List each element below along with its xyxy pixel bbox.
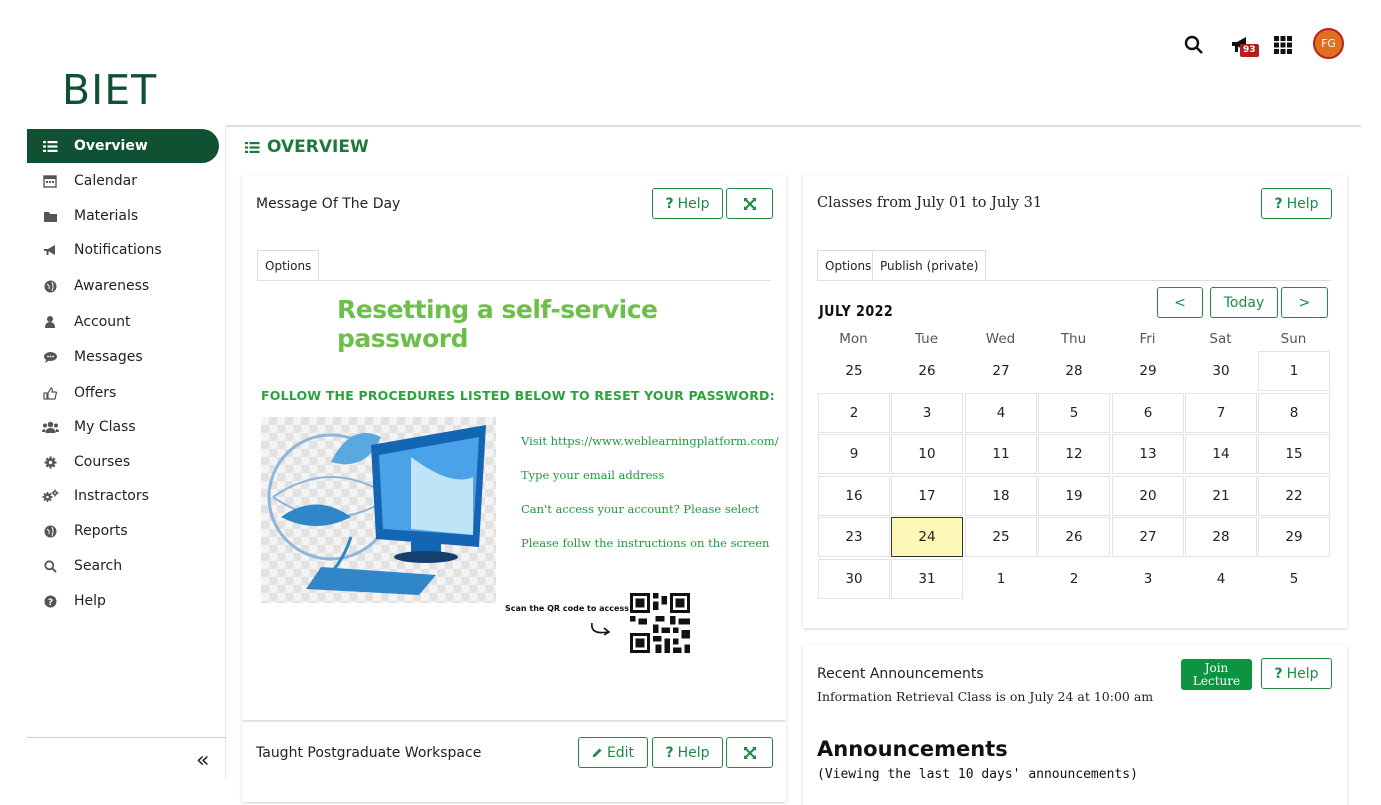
sidebar-item-notifications[interactable] <box>27 233 219 267</box>
curved-arrow-icon <box>588 621 612 637</box>
motd-expand-button[interactable] <box>726 188 773 219</box>
announcements-panel <box>803 645 1347 805</box>
announcements-title: Recent Announcements <box>817 666 984 682</box>
chat-icon <box>27 351 73 364</box>
edit-label: Edit <box>606 744 635 761</box>
page-title <box>245 137 369 157</box>
calendar-day[interactable]: 29 <box>1139 363 1157 379</box>
classes-panel <box>803 175 1347 628</box>
computer-illustration <box>261 417 496 603</box>
calendar-day[interactable]: 25 <box>845 363 863 379</box>
weekday-header: Mon <box>839 331 868 347</box>
workspace-help-button[interactable] <box>652 737 723 768</box>
calendar-day[interactable]: 19 <box>1038 476 1110 516</box>
announcements-subheading: (Viewing the last 10 days' announcements) <box>817 767 1138 782</box>
classes-help-button[interactable] <box>1261 188 1332 219</box>
sidebar-item-search[interactable] <box>27 549 219 583</box>
svg-text:?: ? <box>47 597 53 608</box>
sidebar-item-label: Search <box>74 558 123 574</box>
list-icon <box>27 140 73 153</box>
calendar-day[interactable]: 1 <box>1258 351 1330 391</box>
calendar-day[interactable]: 22 <box>1258 476 1330 516</box>
weekday-header: Thu <box>1060 331 1087 347</box>
sidebar-item-offers[interactable] <box>27 376 219 410</box>
question-icon: ? <box>1274 665 1283 682</box>
sidebar-item-reports[interactable] <box>27 514 219 548</box>
classes-title: Classes from July 01 to July 31 <box>817 195 1043 211</box>
calendar-day[interactable]: 9 <box>818 434 890 474</box>
motd-step: Visit https://www.weblearningplatform.com/ <box>521 434 779 448</box>
motd-step: Can't access your account? Please select <box>521 502 760 516</box>
search-button[interactable] <box>1179 30 1209 60</box>
avatar[interactable]: FG <box>1313 28 1344 59</box>
weekday-header: Wed <box>985 331 1016 347</box>
calendar-day[interactable]: 2 <box>1069 571 1079 587</box>
calendar-day[interactable]: 30 <box>818 559 890 599</box>
calendar-day[interactable]: 20 <box>1112 476 1184 516</box>
weekday-header: Sat <box>1209 331 1232 347</box>
calendar-prev-button[interactable]: < <box>1157 287 1203 318</box>
globe-icon <box>27 525 73 538</box>
calendar-day[interactable]: 27 <box>992 363 1010 379</box>
calendar-day[interactable]: 30 <box>1212 363 1230 379</box>
qr-label: Scan the QR code to access <box>505 604 629 613</box>
sidebar-item-courses[interactable] <box>27 445 219 479</box>
sidebar-item-my-class[interactable] <box>27 410 219 444</box>
tab-options[interactable]: Options <box>257 250 319 281</box>
workspace-expand-button[interactable] <box>726 737 773 768</box>
sidebar-item-label: Courses <box>74 454 131 470</box>
app-logo: BIET <box>62 66 158 114</box>
calendar-day[interactable]: 11 <box>965 434 1037 474</box>
pencil-icon <box>592 747 603 758</box>
sidebar-item-awareness[interactable] <box>27 269 219 303</box>
qr-code-icon <box>630 593 690 653</box>
motd-panel <box>242 175 786 720</box>
motd-help-button[interactable] <box>652 188 723 219</box>
sidebar-item-help[interactable] <box>27 584 219 618</box>
sidebar-item-label: Notifications <box>74 242 162 258</box>
calendar-day[interactable]: 10 <box>891 434 963 474</box>
calendar-day[interactable]: 3 <box>891 393 963 433</box>
help-label: Help <box>677 744 710 761</box>
sidebar-item-label: Help <box>74 593 106 609</box>
calendar-today-button[interactable]: Today <box>1210 287 1278 318</box>
calendar-day[interactable]: 31 <box>891 559 963 599</box>
help-label: Help <box>1286 195 1319 212</box>
search-icon <box>27 560 73 573</box>
weekday-header: Tue <box>914 331 939 347</box>
notifications-button[interactable] <box>1226 30 1256 60</box>
sidebar-item-instractors[interactable] <box>27 479 219 513</box>
calendar-day[interactable]: 8 <box>1258 393 1330 433</box>
sidebar-item-label: Calendar <box>74 173 137 189</box>
folder-icon <box>27 210 73 223</box>
gear-icon <box>27 456 73 469</box>
sidebar-item-label: Materials <box>74 208 139 224</box>
calendar-day[interactable]: 5 <box>1289 571 1299 587</box>
calendar-day-today[interactable]: 24 <box>891 517 963 557</box>
question-icon <box>27 595 73 608</box>
question-icon: ? <box>1274 195 1283 212</box>
calendar-month: JULY 2022 <box>819 302 894 320</box>
sidebar-item-materials[interactable] <box>27 199 219 233</box>
users-icon <box>27 421 73 434</box>
calendar-day[interactable]: 18 <box>965 476 1037 516</box>
notification-count-badge: 93 <box>1240 44 1259 57</box>
question-icon: ? <box>665 744 674 761</box>
announcements-heading: Announcements <box>817 737 1008 761</box>
user-icon <box>27 315 73 329</box>
expand-icon <box>743 746 757 760</box>
calendar-day[interactable]: 7 <box>1185 393 1257 433</box>
apps-button[interactable] <box>1268 30 1298 60</box>
calendar-day[interactable]: 2 <box>818 393 890 433</box>
calendar-day[interactable]: 23 <box>818 517 890 557</box>
calendar-day[interactable]: 28 <box>1185 517 1257 557</box>
calendar-next-button[interactable]: > <box>1281 287 1328 318</box>
calendar-day[interactable]: 13 <box>1112 434 1184 474</box>
gears-icon <box>27 489 73 503</box>
page-title-text: OVERVIEW <box>267 137 369 157</box>
sidebar-item-label: My Class <box>74 419 136 435</box>
weekday-header: Fri <box>1139 331 1156 347</box>
question-icon: ? <box>665 195 674 212</box>
tab-divider <box>817 280 1331 281</box>
calendar-day[interactable]: 26 <box>918 363 936 379</box>
calendar-day[interactable]: 26 <box>1038 517 1110 557</box>
calendar-day[interactable]: 16 <box>818 476 890 516</box>
sidebar-item-account[interactable] <box>27 305 219 339</box>
calendar-day[interactable]: 29 <box>1258 517 1330 557</box>
calendar-day[interactable]: 15 <box>1258 434 1330 474</box>
tab-options[interactable]: Options <box>817 250 879 281</box>
workspace-edit-button[interactable] <box>578 737 648 768</box>
calendar-day[interactable]: 1 <box>996 571 1006 587</box>
tab-divider <box>257 280 771 281</box>
calendar-day[interactable]: 4 <box>965 393 1037 433</box>
megaphone-icon <box>27 244 73 257</box>
expand-icon <box>743 197 757 211</box>
calendar-day[interactable]: 17 <box>891 476 963 516</box>
sidebar-item-label: Reports <box>74 523 128 539</box>
sidebar-item-label: Overview <box>74 138 148 154</box>
announcements-help-button[interactable] <box>1261 658 1332 689</box>
calendar-day[interactable]: 3 <box>1143 571 1153 587</box>
collapse-sidebar-button[interactable]: « <box>196 748 210 773</box>
calendar-day[interactable]: 28 <box>1065 363 1083 379</box>
sidebar-item-label: Offers <box>74 385 117 401</box>
sidebar-item-label: Account <box>74 314 131 330</box>
motd-step: Please follw the instructions on the screen <box>521 536 770 550</box>
workspace-title: Taught Postgraduate Workspace <box>256 745 482 761</box>
grid-icon <box>1273 35 1293 55</box>
calendar-day[interactable]: 14 <box>1185 434 1257 474</box>
computer-icon <box>261 417 496 603</box>
globe-icon <box>27 280 73 293</box>
sidebar-item-messages[interactable] <box>27 340 219 374</box>
sidebar-item-overview[interactable] <box>27 129 219 163</box>
help-label: Help <box>677 195 710 212</box>
calendar-day[interactable]: 21 <box>1185 476 1257 516</box>
calendar-day[interactable]: 5 <box>1038 393 1110 433</box>
join-lecture-button[interactable]: Join Lecture <box>1181 659 1252 690</box>
motd-subheading: FOLLOW THE PROCEDURES LISTED BELOW TO RESET YOUR PASSWORD: <box>261 388 775 403</box>
calendar-day[interactable]: 12 <box>1038 434 1110 474</box>
calendar-day[interactable]: 27 <box>1112 517 1184 557</box>
sidebar-item-calendar[interactable] <box>27 164 219 198</box>
motd-heading: Resetting a self-service password <box>337 295 658 353</box>
thumbs-up-icon <box>27 387 73 400</box>
list-icon <box>245 141 260 154</box>
help-label: Help <box>1286 665 1319 682</box>
motd-title: Message Of The Day <box>256 196 401 212</box>
calendar-icon <box>27 174 73 188</box>
calendar-day[interactable]: 6 <box>1112 393 1184 433</box>
weekday-header: Sun <box>1280 331 1307 347</box>
header-divider <box>226 125 1361 127</box>
sidebar-item-label: Messages <box>74 349 143 365</box>
calendar-day[interactable]: 4 <box>1216 571 1226 587</box>
sidebar-item-label: Awareness <box>74 278 150 294</box>
sidebar-item-label: Instractors <box>74 488 149 504</box>
search-icon <box>1184 35 1204 55</box>
workspace-panel <box>242 722 786 802</box>
tab-publish[interactable]: Publish (private) <box>872 250 986 281</box>
announcement-info: Information Retrieval Class is on July 24 at 10:00 am <box>817 689 1154 704</box>
motd-step: Type your email address <box>521 468 665 482</box>
sidebar-divider <box>27 737 226 738</box>
calendar-day[interactable]: 25 <box>965 517 1037 557</box>
